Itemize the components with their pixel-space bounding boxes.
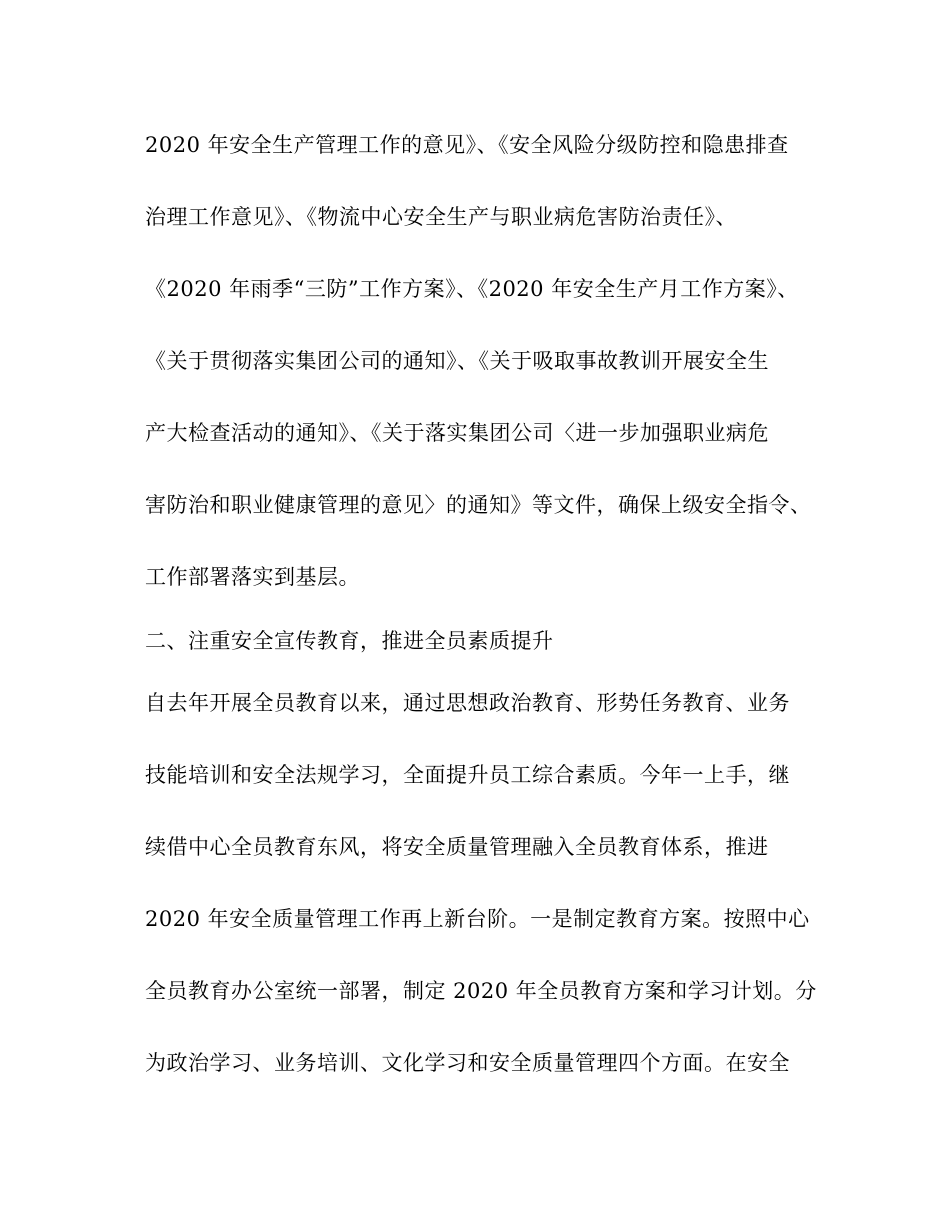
body-text-line: 为政治学习、业务培训、文化学习和安全质量管理四个方面。在安全: [145, 1051, 790, 1075]
body-text-line: 2020 年安全质量管理工作再上新台阶。一是制定教育方案。按照中心: [145, 907, 810, 931]
body-text-line: 治理工作意见》、《物流中心安全生产与职业病危害防治责任》、: [145, 205, 737, 229]
body-text-line: 产大检查活动的通知》、《关于落实集团公司〈进一步加强职业病危: [145, 421, 769, 445]
body-text-line: 技能培训和安全法规学习，全面提升员工综合素质。今年一上手，继: [145, 763, 790, 787]
body-text-line: 2020 年安全生产管理工作的意见》、《安全风险分级防控和隐患排查: [145, 133, 789, 157]
body-text-line: 工作部署落实到基层。: [145, 565, 360, 589]
body-text-line: 害防治和职业健康管理的意见〉的通知》等文件，确保上级安全指令、: [145, 493, 812, 517]
body-text-line: 自去年开展全员教育以来，通过思想政治教育、形势任务教育、业务: [145, 691, 790, 715]
body-text-line: 《2020 年雨季“三防”工作方案》、《2020 年安全生产月工作方案》、: [145, 277, 799, 301]
body-text-line: 《关于贯彻落实集团公司的通知》、《关于吸取事故教训开展安全生: [145, 349, 769, 373]
section-heading: 二、注重安全宣传教育，推进全员素质提升: [145, 629, 554, 653]
body-text-line: 续借中心全员教育东风，将安全质量管理融入全员教育体系，推进: [145, 835, 769, 859]
body-text-line: 全员教育办公室统一部署，制定 2020 年全员教育方案和学习计划。分: [145, 979, 817, 1003]
